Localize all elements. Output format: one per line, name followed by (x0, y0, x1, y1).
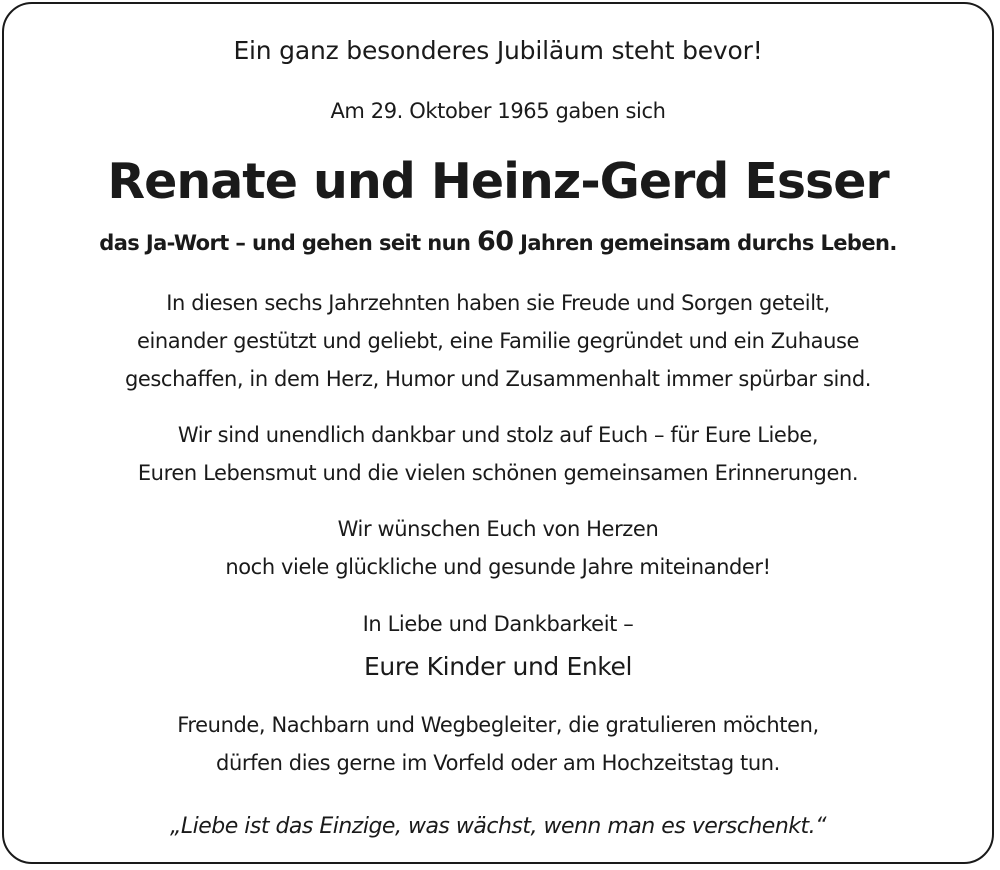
paragraph-line: dürfen dies gerne im Vorfeld oder am Hochzeitstag tun. (216, 751, 780, 775)
paragraph-line: In diesen sechs Jahrzehnten haben sie Freude und Sorgen geteilt, (166, 291, 830, 315)
closing-text (4, 605, 992, 643)
paragraph-line: Wir wünschen Euch von Herzen (337, 517, 659, 541)
anniversary-text-before: das Ja-Wort – und gehen seit nun (99, 231, 478, 255)
intro-text: Am 29. Oktober 1965 gaben sich (330, 99, 666, 123)
paragraph-gratitude (4, 416, 992, 492)
headline: Ein ganz besonderes Jubiläum steht bevor! (233, 36, 763, 65)
announcement-card (2, 2, 994, 864)
signature: Eure Kinder und Enkel (363, 652, 633, 681)
closing-line: In Liebe und Dankbarkeit – (362, 612, 634, 636)
paragraph-wishes (4, 510, 992, 586)
anniversary-text-after: Jahren gemeinsam durchs Leben. (513, 231, 897, 255)
anniversary-line (4, 228, 992, 255)
closing-quote: „Liebe ist das Einzige, was wächst, wenn man es verschenkt.“ (169, 814, 827, 839)
anniversary-years: 60 (477, 226, 514, 257)
paragraph-line: Freunde, Nachbarn und Wegbegleiter, die gratulieren möchten, (177, 713, 819, 737)
paragraph-decades (4, 284, 992, 398)
paragraph-line: Wir sind unendlich dankbar und stolz auf Euch – für Eure Liebe, (177, 423, 819, 447)
paragraph-line: noch viele glückliche und gesunde Jahre miteinander! (225, 555, 771, 579)
paragraph-line: Euren Lebensmut und die vielen schönen gemeinsamen Erinnerungen. (137, 461, 859, 485)
paragraph-line: geschaffen, in dem Herz, Humor und Zusammenhalt immer spürbar sind. (124, 367, 872, 391)
paragraph-guests (4, 706, 992, 782)
couple-names: Renate und Heinz-Gerd Esser (107, 153, 889, 210)
paragraph-line: einander gestützt und geliebt, eine Familie gegründet und ein Zuhause (136, 329, 860, 353)
